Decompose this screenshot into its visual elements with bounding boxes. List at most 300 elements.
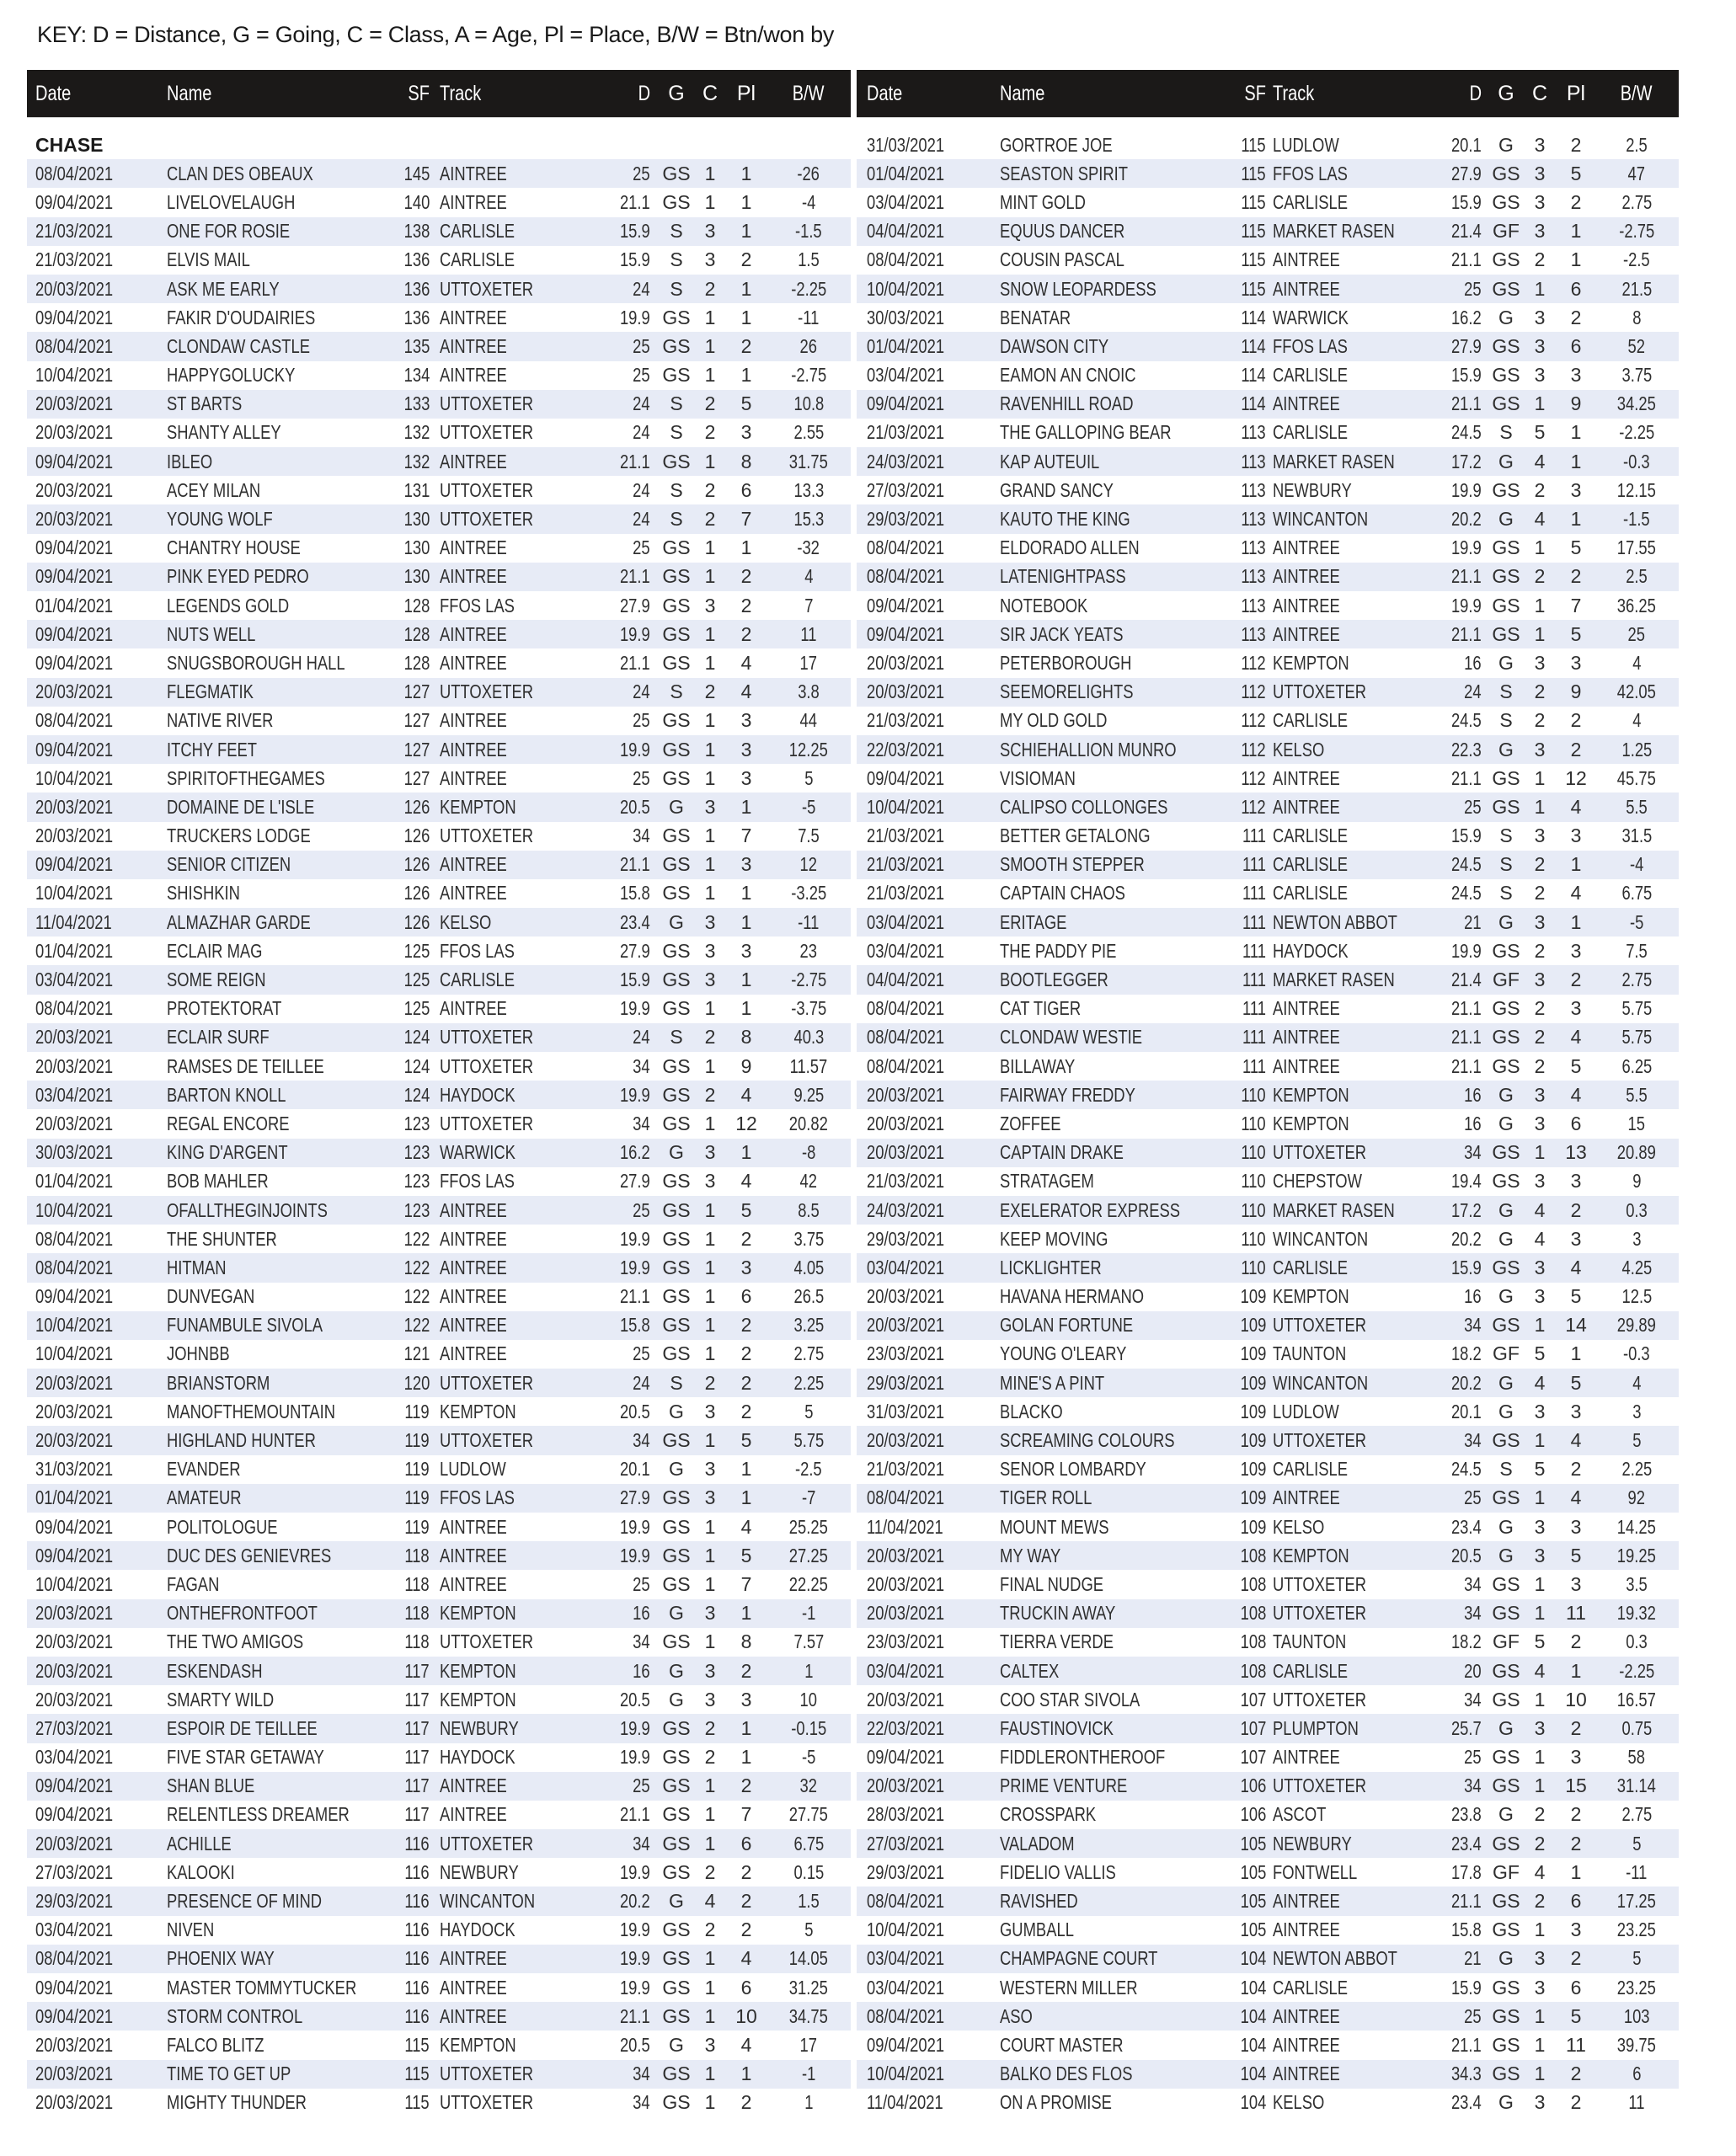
table-row (27, 303, 851, 332)
cell-place: 2 (1570, 565, 1582, 588)
cell-distance: 19.9 (1451, 594, 1482, 616)
cell-going-box (659, 2002, 694, 2031)
cell-class: 3 (1534, 1400, 1546, 1422)
cell-name-box (1000, 2002, 1224, 2031)
table-row (27, 1599, 851, 1628)
cell-place: 3 (740, 421, 752, 444)
cell-date-box (867, 131, 993, 159)
cell-date: 29/03/2021 (867, 508, 945, 531)
cell-going-box (659, 1973, 694, 2002)
cell-btn-won-box (770, 965, 847, 994)
cell-btn-won: 1 (804, 1659, 814, 1682)
cell-going: GS (662, 1083, 691, 1106)
cell-btn-won-box (770, 2060, 847, 2089)
cell-btn-won: 52 (1627, 334, 1646, 357)
cell-going: G (669, 1458, 684, 1481)
cell-class: 2 (1534, 939, 1546, 962)
cell-track: UTTOXETER (440, 825, 534, 847)
cell-track: LUDLOW (440, 1458, 506, 1481)
cell-sf: 125 (403, 997, 430, 1020)
cell-track-box (1273, 1801, 1434, 1829)
cell-btn-won: 5.5 (1626, 795, 1648, 818)
cell-date-box (867, 1023, 993, 1052)
cell-date-box (867, 764, 993, 792)
col-header-sf-box (1227, 70, 1266, 117)
cell-distance-box (1438, 131, 1482, 159)
cell-going: GS (662, 882, 691, 905)
cell-date-box (35, 1369, 162, 1397)
cell-sf: 110 (1241, 1112, 1266, 1134)
col-header-distance: D (638, 81, 650, 105)
cell-going-box (1488, 1541, 1524, 1570)
cell-name-box (167, 2002, 387, 2031)
cell-distance: 19.9 (620, 1083, 650, 1106)
cell-going: GS (1492, 766, 1520, 789)
cell-class-box (1527, 1253, 1552, 1282)
cell-btn-won-box (770, 937, 847, 965)
cell-place-box (728, 361, 765, 390)
cell-date: 20/03/2021 (867, 1285, 945, 1308)
cell-class-box (697, 851, 723, 879)
cell-going-box (1488, 995, 1524, 1023)
cell-going: S (1499, 853, 1513, 876)
cell-going-box (659, 1426, 694, 1454)
cell-class: 3 (704, 939, 716, 962)
cell-distance-box (1438, 1253, 1482, 1282)
cell-btn-won-box (770, 1916, 847, 1945)
cell-sf: 107 (1240, 1746, 1266, 1769)
cell-distance: 16 (1464, 1083, 1482, 1106)
cell-track-box (440, 1225, 600, 1253)
cell-name: OFALLTHEGINJOINTS (167, 1198, 328, 1221)
cell-sf: 113 (1241, 594, 1266, 616)
cell-sf: 105 (1240, 1919, 1266, 1941)
cell-track-box (440, 534, 600, 563)
cell-sf: 111 (1242, 1026, 1266, 1049)
col-header-track: Track (1273, 81, 1315, 105)
cell-sf: 140 (403, 190, 430, 213)
table-row (857, 361, 1679, 390)
cell-name-box (167, 361, 387, 390)
cell-date: 10/04/2021 (867, 2063, 945, 2085)
cell-date-box (35, 159, 162, 188)
cell-name: ASO (1000, 2004, 1033, 2027)
cell-class: 1 (704, 1832, 716, 1854)
cell-name: EQUUS DANCER (1000, 220, 1125, 243)
cell-name-box (167, 1541, 387, 1570)
col-header-place: Pl (1566, 81, 1586, 105)
cell-going: G (669, 2033, 684, 2056)
cell-date-box (867, 217, 993, 246)
cell-distance-box (1438, 1657, 1482, 1685)
cell-place: 3 (1570, 651, 1582, 674)
cell-place-box (728, 707, 765, 735)
cell-distance-box (1438, 1052, 1482, 1081)
cell-place-box (1557, 1253, 1594, 1282)
cell-going: GS (1492, 1919, 1520, 1941)
cell-name: SOME REIGN (167, 969, 266, 991)
table-row (27, 1541, 851, 1570)
cell-date: 27/03/2021 (867, 1832, 945, 1854)
cell-going-box (659, 1801, 694, 1829)
cell-class-box (697, 879, 723, 908)
cell-sf-box (391, 159, 430, 188)
cell-track: CARLISLE (440, 220, 515, 243)
cell-going-box (659, 1311, 694, 1340)
cell-name-box (167, 1714, 387, 1742)
cell-track: KEMPTON (440, 795, 516, 818)
cell-place-box (1557, 1196, 1594, 1225)
cell-date: 21/03/2021 (867, 709, 945, 732)
cell-sf: 128 (403, 622, 430, 645)
cell-class-box (697, 2002, 723, 2031)
cell-place: 5 (1570, 1054, 1582, 1077)
cell-btn-won: 8 (1632, 306, 1642, 328)
cell-track: AINTREE (440, 738, 507, 760)
cell-class-box (1527, 1311, 1552, 1340)
table-row (857, 1801, 1679, 1829)
cell-sf-box (391, 1455, 430, 1484)
cell-date: 20/03/2021 (35, 277, 114, 300)
cell-btn-won: 5 (1632, 1429, 1642, 1452)
cell-sf-box (391, 648, 430, 677)
cell-place: 2 (1570, 1630, 1582, 1653)
cell-distance-box (1438, 1628, 1482, 1657)
cell-name: MOUNT MEWS (1000, 1515, 1109, 1538)
cell-class-box (1527, 678, 1552, 707)
cell-place-box (1557, 1973, 1594, 2002)
cell-class-box (697, 1513, 723, 1541)
cell-place: 4 (1570, 1026, 1582, 1049)
cell-btn-won: 58 (1627, 1746, 1646, 1769)
cell-distance-box (603, 2002, 650, 2031)
cell-place: 9 (740, 1054, 752, 1077)
cell-name-box (1000, 1369, 1224, 1397)
cell-track-box (440, 1369, 600, 1397)
cell-name-box (1000, 1801, 1224, 1829)
cell-distance: 24 (633, 1026, 650, 1049)
cell-sf: 127 (403, 680, 430, 703)
cell-distance: 19.9 (620, 622, 650, 645)
table-row (27, 1253, 851, 1282)
cell-distance-box (603, 822, 650, 851)
cell-place-box (1557, 390, 1594, 419)
cell-date-box (35, 2031, 162, 2059)
cell-class-box (1527, 1570, 1552, 1598)
cell-btn-won: 3.25 (793, 1314, 824, 1337)
cell-sf: 145 (403, 162, 430, 184)
cell-date: 08/04/2021 (867, 1486, 945, 1509)
cell-btn-won-box (770, 1455, 847, 1484)
cell-track-box (1273, 822, 1434, 851)
cell-sf: 130 (403, 565, 430, 588)
cell-sf: 115 (1241, 162, 1266, 184)
cell-distance-box (1438, 1743, 1482, 1772)
cell-class-box (1527, 1599, 1552, 1628)
cell-place-box (1557, 131, 1594, 159)
cell-track: KEMPTON (440, 1659, 516, 1682)
cell-place-box (1557, 447, 1594, 476)
cell-track: CARLISLE (1273, 1976, 1348, 1999)
cell-distance: 20.1 (620, 1458, 650, 1481)
cell-going: GS (662, 1832, 691, 1854)
cell-class-box (697, 822, 723, 851)
cell-class-box (1527, 1945, 1552, 1973)
cell-class-box (1527, 246, 1552, 275)
cell-name-box (167, 1685, 387, 1714)
cell-sf: 104 (1240, 1976, 1266, 1999)
cell-name: CLONDAW WESTIE (1000, 1026, 1143, 1049)
cell-name: NATIVE RIVER (167, 709, 274, 732)
cell-btn-won-box (1598, 332, 1675, 360)
cell-distance: 27.9 (1451, 162, 1482, 184)
cell-class-box (1527, 1426, 1552, 1454)
cell-date: 09/04/2021 (35, 738, 114, 760)
cell-btn-won-box (770, 1109, 847, 1138)
cell-distance-box (1438, 707, 1482, 735)
cell-sf: 115 (1241, 248, 1266, 271)
cell-track: CARLISLE (1273, 421, 1348, 444)
cell-name: STRATAGEM (1000, 1170, 1094, 1193)
cell-btn-won: 7 (804, 594, 814, 616)
cell-track-box (1273, 1340, 1434, 1369)
cell-distance-box (1438, 1139, 1482, 1167)
cell-class-box (697, 1167, 723, 1196)
cell-sf: 127 (403, 738, 430, 760)
cell-place-box (1557, 792, 1594, 821)
table-row (27, 1916, 851, 1945)
cell-date-box (35, 764, 162, 792)
cell-date: 03/04/2021 (867, 1256, 945, 1278)
cell-place-box (1557, 361, 1594, 390)
cell-going: GS (1492, 478, 1520, 501)
cell-going-box (659, 937, 694, 965)
cell-date: 31/03/2021 (867, 1400, 945, 1422)
cell-btn-won-box (770, 648, 847, 677)
cell-name-box (167, 1253, 387, 1282)
cell-date-box (35, 707, 162, 735)
cell-date: 08/04/2021 (867, 536, 945, 559)
cell-place: 2 (740, 1774, 752, 1797)
cell-going: GS (662, 825, 691, 847)
cell-place-box (1557, 965, 1594, 994)
cell-date: 27/03/2021 (35, 1716, 114, 1739)
cell-sf: 123 (403, 1170, 430, 1193)
cell-name: SHAN BLUE (167, 1774, 255, 1797)
cell-date-box (35, 1340, 162, 1369)
cell-name: LICKLIGHTER (1000, 1256, 1102, 1278)
cell-btn-won: 6.75 (793, 1832, 824, 1854)
table-row (857, 1196, 1679, 1225)
cell-going-box (1488, 591, 1524, 620)
cell-class-box (697, 332, 723, 360)
cell-sf-box (391, 1311, 430, 1340)
cell-sf-box (391, 1743, 430, 1772)
cell-name: TIERRA VERDE (1000, 1630, 1114, 1653)
cell-date: 08/04/2021 (867, 1026, 945, 1049)
cell-sf: 116 (404, 1976, 430, 1999)
cell-distance-box (603, 1973, 650, 2002)
cell-class-box (697, 390, 723, 419)
cell-btn-won-box (770, 1743, 847, 1772)
cell-distance-box (1438, 246, 1482, 275)
cell-distance: 25 (633, 1198, 650, 1221)
cell-class-box (697, 1283, 723, 1311)
cell-track: NEWBURY (440, 1716, 519, 1739)
cell-class-box (697, 275, 723, 303)
cell-name: SCREAMING COLOURS (1000, 1429, 1175, 1452)
cell-place-box (1557, 1167, 1594, 1196)
cell-sf-box (391, 1801, 430, 1829)
cell-sf: 104 (1240, 2004, 1266, 2027)
cell-distance: 15.9 (1451, 364, 1482, 387)
cell-name-box (167, 419, 387, 447)
cell-name: COO STAR SIVOLA (1000, 1688, 1140, 1710)
cell-class: 2 (704, 1746, 716, 1769)
cell-btn-won: 5.5 (1626, 1083, 1648, 1106)
cell-sf: 126 (403, 882, 430, 905)
table-row (27, 648, 851, 677)
cell-place-box (728, 1772, 765, 1801)
cell-date-box (867, 303, 993, 332)
cell-class-box (697, 504, 723, 533)
cell-class: 1 (704, 536, 716, 559)
cell-sf-box (1227, 792, 1266, 821)
cell-class-box (697, 1945, 723, 1973)
cell-going-box (659, 1685, 694, 1714)
cell-date: 29/03/2021 (867, 1227, 945, 1250)
cell-sf: 117 (404, 1746, 430, 1769)
table-row (27, 735, 851, 764)
cell-name: FIDELIO VALLIS (1000, 1860, 1116, 1883)
cell-going: S (1499, 709, 1513, 732)
cell-place: 2 (1570, 133, 1582, 156)
cell-name: SMARTY WILD (167, 1688, 275, 1710)
cell-place: 2 (1570, 306, 1582, 328)
cell-distance: 19.9 (620, 1947, 650, 1970)
cell-going: G (1498, 450, 1514, 472)
cell-track: AINTREE (440, 651, 507, 674)
cell-going: GS (662, 364, 691, 387)
cell-distance-box (603, 563, 650, 591)
cell-sf-box (1227, 447, 1266, 476)
cell-track-box (440, 1023, 600, 1052)
cell-going-box (1488, 1513, 1524, 1541)
cell-class-box (697, 1426, 723, 1454)
cell-sf: 135 (403, 334, 430, 357)
cell-track-box (1273, 1945, 1434, 1973)
cell-name: AMATEUR (167, 1486, 242, 1509)
table-row (27, 1455, 851, 1484)
cell-name: COURT MASTER (1000, 2033, 1124, 2056)
cell-btn-won: 1 (804, 2091, 814, 2114)
cell-sf: 117 (404, 1659, 430, 1682)
cell-name-box (1000, 1167, 1224, 1196)
cell-distance-box (1438, 735, 1482, 764)
cell-btn-won-box (770, 246, 847, 275)
cell-name-box (1000, 217, 1224, 246)
cell-btn-won: 3 (1632, 1400, 1642, 1422)
cell-track-box (440, 303, 600, 332)
cell-sf-box (391, 1139, 430, 1167)
cell-place-box (728, 1397, 765, 1426)
cell-going: S (670, 1371, 683, 1394)
cell-btn-won-box (770, 707, 847, 735)
cell-place-box (1557, 188, 1594, 216)
cell-distance-box (1438, 361, 1482, 390)
right-table (857, 70, 1679, 2117)
cell-place-box (1557, 1023, 1594, 1052)
table-row (27, 159, 851, 188)
cell-track: AINTREE (1273, 997, 1340, 1020)
cell-place: 3 (740, 853, 752, 876)
cell-track-box (1273, 1109, 1434, 1138)
cell-name-box (167, 563, 387, 591)
cell-class: 1 (704, 882, 716, 905)
cell-sf-box (1227, 1801, 1266, 1829)
cell-name: NOTEBOOK (1000, 594, 1088, 616)
cell-going-box (1488, 1973, 1524, 2002)
table-row (857, 419, 1679, 447)
cell-place: 4 (1570, 1256, 1582, 1278)
cell-going: GS (1492, 1976, 1520, 1999)
cell-name: CHAMPAGNE COURT (1000, 1947, 1158, 1970)
cell-going-box (659, 678, 694, 707)
cell-going: G (1498, 1400, 1514, 1422)
cell-btn-won: 5 (1632, 1947, 1642, 1970)
cell-going-box (1488, 563, 1524, 591)
table-row (857, 1513, 1679, 1541)
cell-name: HITMAN (167, 1256, 227, 1278)
cell-track-box (1273, 361, 1434, 390)
cell-going-box (1488, 1657, 1524, 1685)
cell-date-box (867, 1628, 993, 1657)
cell-name: SENIOR CITIZEN (167, 853, 291, 876)
cell-going-box (659, 1657, 694, 1685)
cell-class: 1 (704, 1285, 716, 1308)
cell-btn-won: 4 (1632, 1371, 1642, 1394)
cell-place: 1 (740, 997, 752, 1020)
cell-track: AINTREE (1273, 1890, 1340, 1913)
cell-place-box (728, 1023, 765, 1052)
cell-class-box (1527, 879, 1552, 908)
cell-class-box (697, 792, 723, 821)
cell-name: TIGER ROLL (1000, 1486, 1092, 1509)
cell-date: 09/04/2021 (867, 594, 945, 616)
cell-sf-box (391, 1081, 430, 1109)
cell-name-box (1000, 1225, 1224, 1253)
col-header-name: Name (167, 81, 212, 105)
cell-track: AINTREE (1273, 1919, 1340, 1941)
cell-class: 3 (704, 220, 716, 243)
cell-class-box (697, 1973, 723, 2002)
cell-date-box (35, 995, 162, 1023)
cell-going-box (1488, 678, 1524, 707)
cell-distance-box (1438, 1685, 1482, 1714)
cell-distance-box (1438, 792, 1482, 821)
cell-distance-box (1438, 822, 1482, 851)
cell-sf-box (1227, 1714, 1266, 1742)
cell-place: 3 (1570, 1400, 1582, 1422)
cell-track-box (440, 1253, 600, 1282)
cell-track: AINTREE (1273, 1746, 1340, 1769)
cell-track-box (1273, 1311, 1434, 1340)
cell-distance-box (603, 937, 650, 965)
cell-btn-won: 4 (1632, 709, 1642, 732)
cell-distance: 21.1 (620, 1285, 650, 1308)
cell-track: AINTREE (440, 450, 507, 472)
cell-class: 1 (1534, 1314, 1546, 1337)
